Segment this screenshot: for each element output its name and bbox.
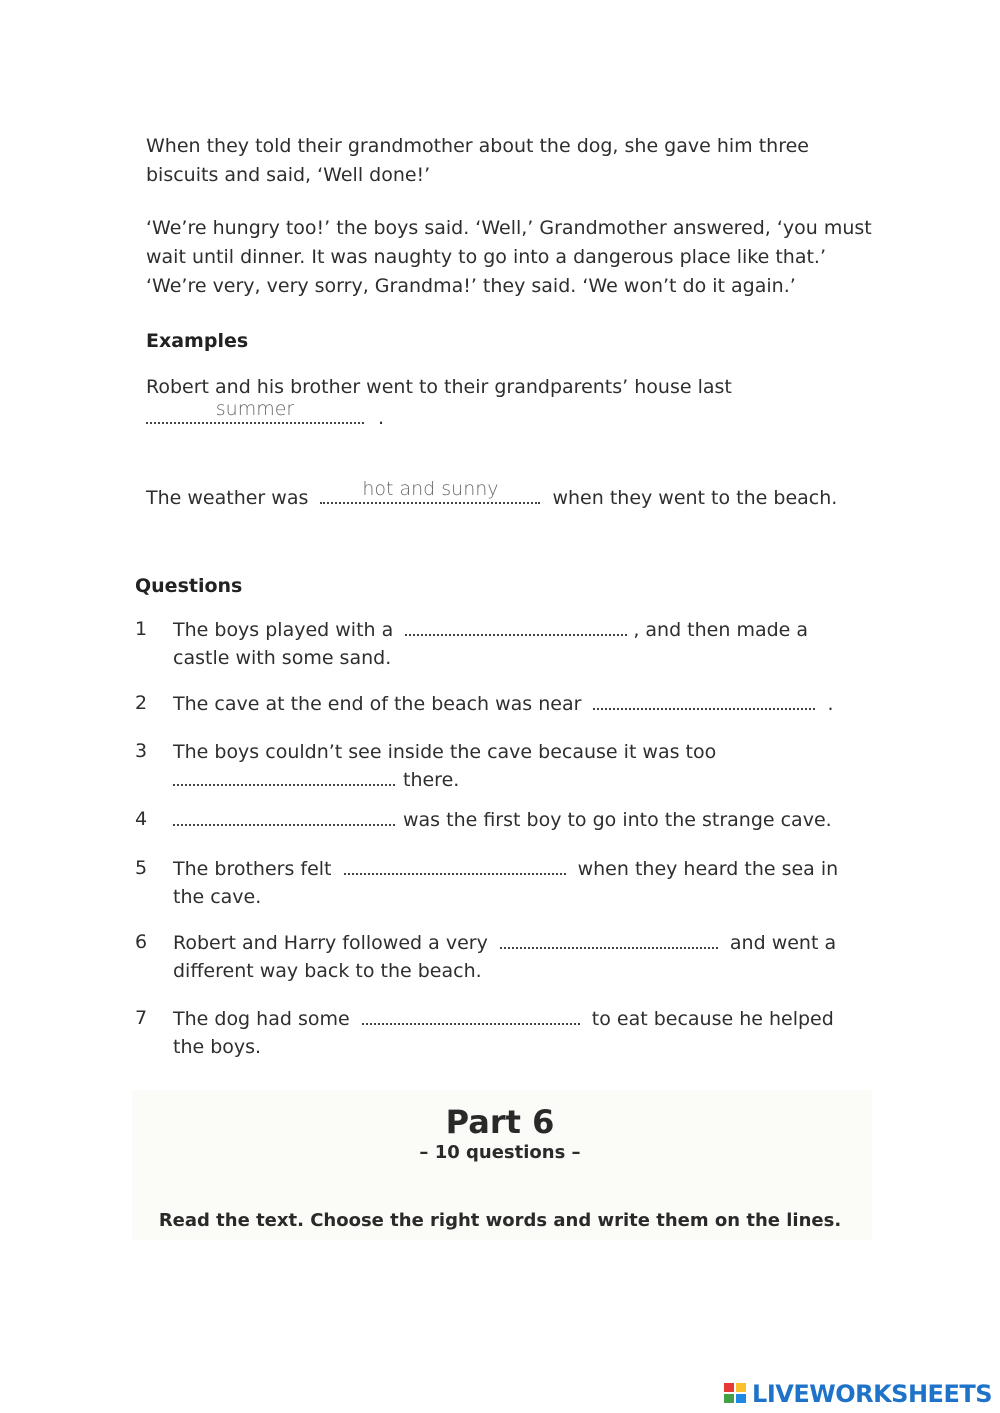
part-instruction: Read the text. Choose the right words and write them on the lines. <box>158 1210 842 1231</box>
question-5-before: The brothers felt <box>173 858 332 880</box>
question-2 <box>173 690 873 718</box>
question-7 <box>173 1005 873 1061</box>
question-7-answer-line[interactable] <box>362 1005 580 1025</box>
question-4 <box>173 806 873 834</box>
question-6 <box>173 929 873 985</box>
question-3-number: 3 <box>135 740 148 762</box>
question-2-after: . <box>827 693 834 715</box>
story-paragraph-2: ‘We’re hungry too!’ the boys said. ‘Well,’ Grandmother answered, ‘you must wait until dinner. It was naughty to go into a dangerous place like that.’ ‘We’re very, very sorry, Grandma!’ they said. ‘We won’t do it again.’ <box>146 217 872 297</box>
example-1-answer: summer <box>215 398 295 420</box>
question-1-after: , and then made a <box>633 619 809 641</box>
question-6-number: 6 <box>135 931 148 953</box>
question-2-answer-line[interactable] <box>593 690 815 710</box>
question-2-number: 2 <box>135 692 148 714</box>
liveworksheets-logo[interactable] <box>724 1380 992 1408</box>
question-2-before: The cave at the end of the beach was near <box>173 693 582 715</box>
question-5-line2: the cave. <box>173 886 262 908</box>
question-5-number: 5 <box>135 857 148 879</box>
question-1-number: 1 <box>135 618 148 640</box>
question-1-answer-line[interactable] <box>405 616 627 636</box>
question-6-line2: different way back to the beach. <box>173 960 482 982</box>
question-7-line2: the boys. <box>173 1036 262 1058</box>
question-6-before: Robert and Harry followed a very <box>173 932 488 954</box>
question-3-after: there. <box>403 769 460 791</box>
question-1-line2: castle with some sand. <box>173 647 392 669</box>
question-1-before: The boys played with a <box>173 619 394 641</box>
example-2-after: when they went to the beach. <box>552 487 838 509</box>
questions-heading: Questions <box>135 575 243 597</box>
question-5 <box>173 855 873 911</box>
liveworksheets-logo-icon <box>724 1383 750 1405</box>
question-1 <box>173 616 873 672</box>
question-4-after: was the first boy to go into the strange cave. <box>403 809 832 831</box>
question-5-after: when they heard the sea in <box>577 858 839 880</box>
example-1-text: Robert and his brother went to their grandparents’ house last <box>146 376 732 398</box>
example-2-answer-line <box>320 478 540 504</box>
question-3 <box>173 738 873 794</box>
question-5-answer-line[interactable] <box>344 855 566 875</box>
question-3-before: The boys couldn’t see inside the cave because it was too <box>173 741 717 763</box>
question-3-answer-line[interactable] <box>173 766 395 786</box>
question-7-number: 7 <box>135 1007 148 1029</box>
question-4-number: 4 <box>135 808 148 830</box>
question-7-before: The dog had some <box>173 1008 350 1030</box>
example-2-answer: hot and sunny <box>362 478 499 500</box>
example-1-answer-line <box>146 398 364 424</box>
examples-heading: Examples <box>146 330 249 352</box>
liveworksheets-logo-text: LIVEWORKSHEETS <box>752 1380 992 1408</box>
example-1-end: . <box>378 407 385 429</box>
part-title: Part 6 <box>445 1103 555 1141</box>
question-6-after: and went a <box>729 932 837 954</box>
example-1-answer-row <box>146 398 385 429</box>
question-6-answer-line[interactable] <box>500 929 718 949</box>
story-paragraph-1: When they told their grandmother about the dog, she gave him three biscuits and said, ‘Well done!’ <box>146 135 809 186</box>
part-subtitle: – 10 questions – <box>419 1142 581 1163</box>
example-2-row <box>146 478 838 509</box>
example-2-before: The weather was <box>146 487 309 509</box>
question-7-after: to eat because he helped <box>591 1008 834 1030</box>
question-4-answer-line[interactable] <box>173 806 395 826</box>
